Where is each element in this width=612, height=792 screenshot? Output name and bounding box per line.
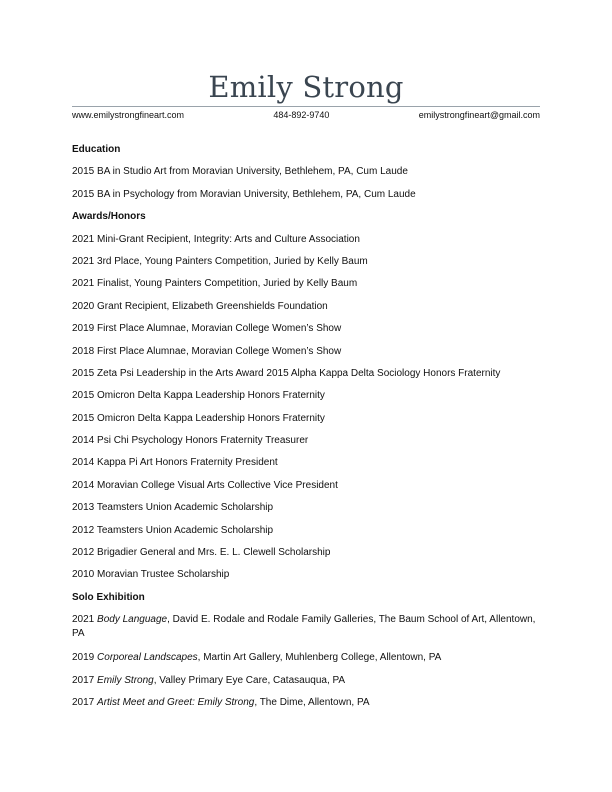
- exhibition-year: 2019: [72, 652, 95, 664]
- exhibition-year: 2021: [72, 614, 95, 626]
- award-item: 2021 3rd Place, Young Painters Competition, Juried by Kelly Baum: [72, 255, 368, 267]
- contact-bar: [72, 110, 540, 120]
- education-heading: Education: [72, 144, 121, 155]
- solo-exhibition-heading: Solo Exhibition: [72, 591, 145, 603]
- award-item: 2021 Mini-Grant Recipient, Integrity: Arts and Culture Association: [72, 233, 360, 245]
- exhibition-title: Body Language: [97, 614, 168, 626]
- award-item: 2012 Teamsters Union Academic Scholarship: [72, 524, 274, 536]
- award-item: 2015 Zeta Psi Leadership in the Arts Award 2015 Alpha Kappa Delta Sociology Honors Fraternity: [72, 367, 501, 379]
- education-item: 2015 BA in Psychology from Moravian University, Bethlehem, PA, Cum Laude: [72, 188, 416, 200]
- exhibition-item: [72, 694, 538, 716]
- award-item: 2015 Omicron Delta Kappa Leadership Honors Fraternity: [72, 390, 325, 402]
- award-item: 2019 First Place Alumnae, Moravian College Women’s Show: [72, 323, 342, 335]
- exhibition-year: 2017: [72, 674, 95, 686]
- exhibition-venue: , The Dime, Allentown, PA: [254, 696, 370, 708]
- award-item: 2018 First Place Alumnae, Moravian College Women’s Show: [72, 345, 342, 357]
- exhibition-item: [72, 611, 538, 641]
- header-divider: [72, 106, 540, 107]
- award-item: 2014 Moravian College Visual Arts Collective Vice President: [72, 479, 338, 491]
- award-item: 2014 Psi Chi Psychology Honors Fraternity Treasurer: [72, 435, 309, 447]
- exhibition-item: [72, 649, 538, 671]
- award-item: 2010 Moravian Trustee Scholarship: [72, 569, 230, 581]
- award-item: 2013 Teamsters Union Academic Scholarship: [72, 502, 274, 514]
- awards-heading: Awards/Honors: [72, 211, 146, 223]
- exhibition-year: 2017: [72, 696, 95, 708]
- exhibition-title: Emily Strong: [97, 674, 154, 686]
- website-text: www.emilystrongfineart.com: [72, 110, 185, 120]
- exhibition-venue: , David E. Rodale and Rodale Family Galleries, The Baum School of Art, Allentown, PA: [72, 614, 536, 640]
- exhibition-item: [72, 672, 538, 694]
- exhibition-title: Corporeal Landscapes: [97, 652, 198, 664]
- resume-body: [72, 141, 538, 716]
- exhibition-title: Artist Meet and Greet: Emily Strong: [97, 696, 255, 708]
- award-item: 2021 Finalist, Young Painters Competition, Juried by Kelly Baum: [72, 278, 358, 290]
- award-item: 2012 Brigadier General and Mrs. E. L. Clewell Scholarship: [72, 547, 331, 559]
- resume-name: Emily Strong: [208, 70, 404, 104]
- education-item: 2015 BA in Studio Art from Moravian University, Bethlehem, PA, Cum Laude: [72, 166, 408, 178]
- exhibition-venue: , Martin Art Gallery, Muhlenberg College, Allentown, PA: [197, 652, 442, 664]
- award-item: 2020 Grant Recipient, Elizabeth Greenshields Foundation: [72, 300, 328, 312]
- award-item: 2014 Kappa Pi Art Honors Fraternity President: [72, 457, 278, 469]
- phone-text: 484-892-9740: [273, 110, 330, 120]
- exhibition-venue: , Valley Primary Eye Care, Catasauqua, PA: [153, 674, 346, 686]
- email-text: emilystrongfineart@gmail.com: [418, 110, 540, 120]
- award-item: 2015 Omicron Delta Kappa Leadership Honors Fraternity: [72, 412, 325, 424]
